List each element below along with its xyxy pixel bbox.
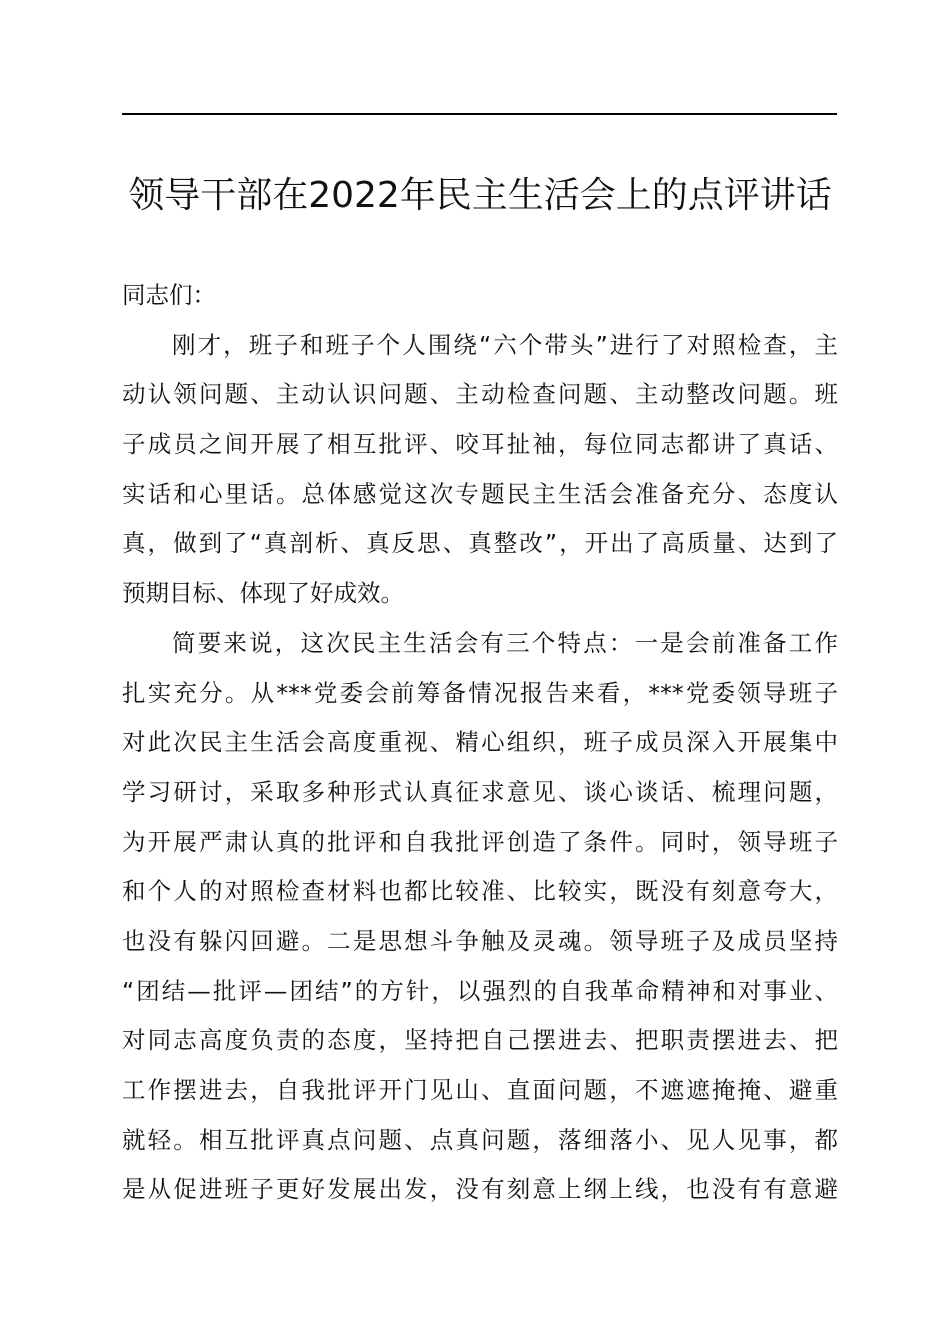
text-line: “团结—批评—团结”的方针，以强烈的自我革命精神和对事业、: [122, 976, 838, 1005]
text-line: 对同志高度负责的态度，坚持把自己摆进去、把职责摆进去、把: [122, 1026, 838, 1055]
text-line: 和个人的对照检查材料也都比较准、比较实，既没有刻意夸大，: [122, 877, 838, 906]
text-line: 为开展严肃认真的批评和自我批评创造了条件。同时，领导班子: [122, 827, 838, 856]
text-line: 真，做到了“真剖析、真反思、真整改”，开出了高质量、达到了: [122, 529, 838, 558]
text-line: 是从促进班子更好发展出发，没有刻意上纲上线，也没有有意避: [122, 1175, 838, 1204]
text-line: 刚才，班子和班子个人围绕“六个带头”进行了对照检查，主: [172, 330, 838, 359]
text-line: 简要来说，这次民主生活会有三个特点：一是会前准备工作: [172, 628, 838, 657]
document-title: 领导干部在2022年民主生活会上的点评讲话: [128, 175, 832, 216]
text-line: 对此次民主生活会高度重视、精心组织，班子成员深入开展集中: [122, 728, 838, 757]
text-line: 实话和心里话。总体感觉这次专题民主生活会准备充分、态度认: [122, 479, 838, 508]
text-line: 扎实充分。从***党委会前筹备情况报告来看，***党委领导班子: [122, 678, 838, 707]
paragraph-1: [122, 321, 838, 619]
text-line: 动认领问题、主动认识问题、主动检查问题、主动整改问题。班: [122, 380, 838, 409]
text-line: 工作摆进去，自我批评开门见山、直面问题，不遮遮掩掩、避重: [122, 1076, 838, 1104]
document-body: [122, 271, 838, 1215]
greeting: 同志们：: [122, 281, 216, 309]
text-line: 就轻。相互批评真点问题、点真问题，落细落小、见人见事，都: [122, 1125, 838, 1154]
header-rule: [122, 113, 837, 115]
text-line: 学习研讨，采取多种形式认真征求意见、谈心谈话、梳理问题，: [122, 777, 838, 806]
text-line: 预期目标、体现了好成效。: [122, 579, 404, 608]
text-line: 子成员之间开展了相互批评、咬耳扯袖，每位同志都讲了真话、: [122, 430, 838, 459]
text-line: 也没有躲闪回避。二是思想斗争触及灵魂。领导班子及成员坚持: [122, 926, 838, 955]
paragraph-2: [122, 619, 838, 1215]
